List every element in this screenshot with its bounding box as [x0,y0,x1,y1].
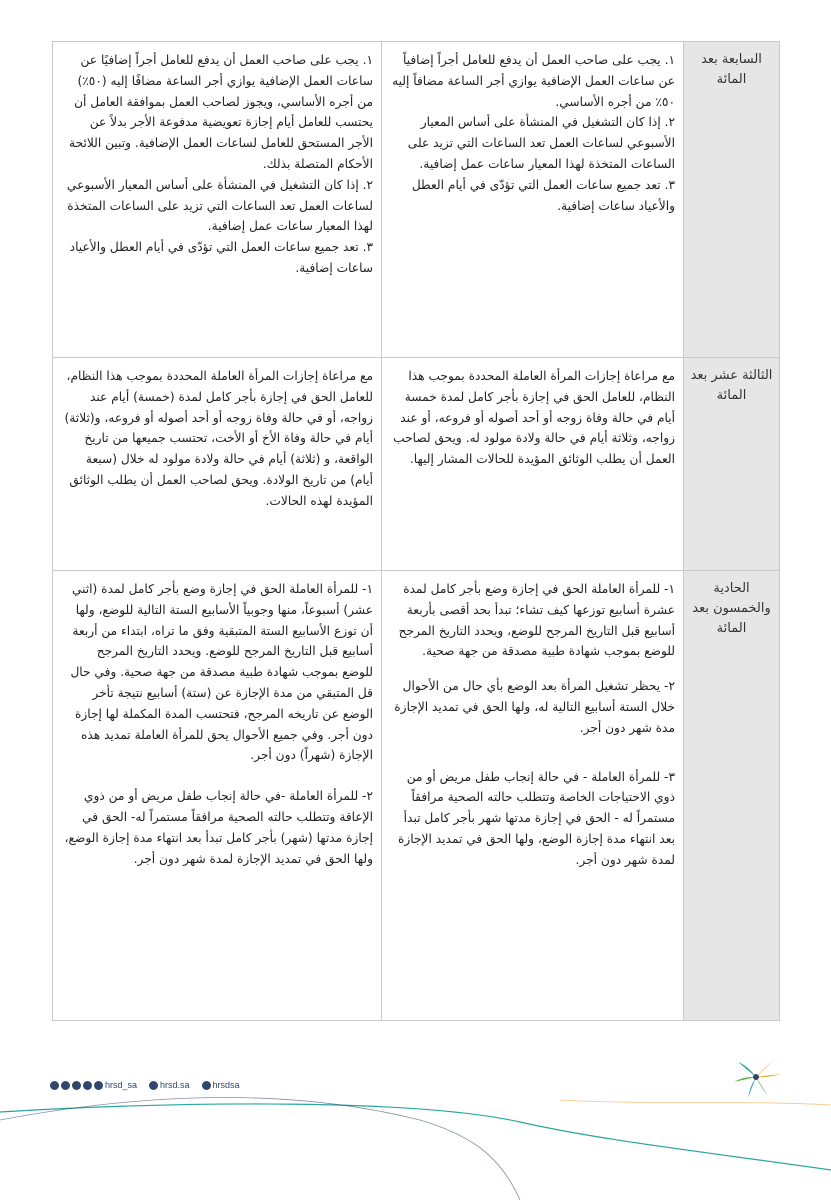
linkedin-icon[interactable] [94,1081,103,1090]
new-text-cell [381,571,683,1020]
table-row [53,42,779,358]
article-label: السابعة بعد المائة [683,42,779,357]
paragraph: ٢. إذا كان التشغيل في المنشأة على أساس المعيار الأسبوعي لساعات العمل تعد الساعات التي تزيد على الساعات المتخذة لهذا المعيار ساعات عمل إضافية. [66,177,373,234]
article-label: الثالثة عشر بعد المائة [683,358,779,570]
paragraph: ١- للمرأة العاملة الحق في إجازة وضع بأجر كامل لمدة (اثني عشر) أسبوعاً، منها وجوبياً الأسابيع الستة التالية للوضع، ولها أن توزع الأسابيع الستة المتبقية وفق ما تراه، ابتداء من أربعة أسابيع قبل التاريخ المرجح للوضع. ويحدد التاريخ المرجح للوضع بموجب شهادة طبية مصدقة من جهة صحية. وفي حال قل المتبقي من مدة الإجازة عن (ستة) أسابيع نتيجة تأخر الوضع عن تاريخه المرجح، فتحتسب المدة المكملة لها إجازة دون أجر. وفي جميع الأحوال يحق للمرأة العاملة تمديد هذه الإجازة (شهراً) دون أجر. [70,582,373,763]
youtube-handle[interactable]: hrsdsa [212,1080,240,1090]
new-text-cell [381,42,683,357]
paragraph: ٣. تعد جميع ساعات العمل التي تؤدّى في أيام العطل والأعياد ساعات إضافية. [69,240,373,275]
table-row [53,358,779,571]
table-row [53,571,779,1020]
paragraph: ٢- يحظر تشغيل المرأة بعد الوضع بأي حال من الأحوال خلال الستة أسابيع التالية له، ولها الحق في تمديد الإجازة مدة شهر دون أجر. [394,679,675,735]
tiktok-icon[interactable] [149,1081,158,1090]
paragraph: ٢. إذا كان التشغيل في المنشأة على أساس المعيار الأسبوعي لساعات العمل تعد الساعات التي تزيد على الساعات المتخذة لهذا المعيار ساعات عمل إضافية. [407,115,675,171]
social-handle[interactable]: hrsd_sa [105,1080,138,1090]
article-label: الحادية والخمسون بعد المائة [683,571,779,1020]
instagram-icon[interactable] [72,1081,81,1090]
old-text-cell [53,358,381,570]
x-icon[interactable] [50,1081,59,1090]
paragraph: ١- للمرأة العاملة الحق في إجازة وضع بأجر كامل لمدة عشرة أسابيع توزعها كيف تشاء؛ تبدأ بحد أقصى بأربعة أسابيع قبل التاريخ المرجح للوضع، ويحدد التاريخ المرجح للوضع بموجب شهادة طبية مصدقة من جهة صحية. [398,582,675,659]
amendments-table [52,41,780,1021]
old-text-cell [53,571,381,1020]
paragraph: مع مراعاة إجازات المرأة العاملة المحددة بموجب هذا النظام، للعامل الحق في إجازة بأجر كامل لمدة خمسة أيام في حالة وفاة زوجه أو أحد أصوله أو فروعه، أو عند زواجه، وثلاثة أيام في حالة ولادة مولود له. ويحق لصاحب العمل أن يطلب الوثائق المؤيدة للحالات المشار إليها. [393,369,675,467]
paragraph: ٣- للمرأة العاملة - في حالة إنجاب طفل مريض أو من ذوي الاحتياجات الخاصة وتتطلب حالته الصحية مرافقاً مستمراً له - الحق في إجازة مدتها شهر بأجر كامل تبدأ بعد انتهاء مدة إجازة الوضع، ولها الحق في تمديد الإجازة لمدة شهر دون أجر. [398,769,675,867]
paragraph: ٢- للمرأة العاملة -في حالة إنجاب طفل مريض أو من ذوي الإعاقة وتتطلب حالته الصحية مرافقاً مستمراً له- الحق في إجازة مدتها (شهر) بأجر كامل تبدأ بعد انتهاء مدة إجازة الوضع، ولها الحق في تمديد الإجازة لمدة شهر دون أجر. [64,789,373,866]
paragraph: ١. يجب على صاحب العمل أن يدفع للعامل أجراً إضافيًا عن ساعات العمل الإضافية يوازي أجر الساعة مضافًا إليه (٥٠٪) من أجره الأساسي، ويجوز لصاحب العمل بموافقة العامل أن يحتسب للعامل أيام إجازة تعويضية مدفوعة الأجر بدلاً عن الأجر المستحق للعامل لساعات العمل الإضافية. وتبين اللائحة الأحكام المتصلة بذلك. [69,53,373,171]
paragraph: ٣. تعد جميع ساعات العمل التي تؤدّى في أيام العطل والأعياد ساعات إضافية. [411,177,675,213]
old-text-cell [53,42,381,357]
new-text-cell [381,358,683,570]
footer-social [50,1078,240,1092]
facebook-icon[interactable] [83,1081,92,1090]
paragraph: ١. يجب على صاحب العمل أن يدفع للعامل أجراً إضافياً عن ساعات العمل الإضافية يوازي أجر الساعة مضافاً إليه ٥٠٪ من أجره الأساسي. [392,53,675,109]
paragraph: مع مراعاة إجازات المرأة العاملة المحددة بموجب هذا النظام، للعامل الحق في إجازة بأجر كامل لمدة (خمسة) أيام عند زواجه، أو في حالة وفاة زوجه أو أحد أصوله أو فروعه، و(ثلاثة) أيام في حالة وفاة الأخ أو الأخت، تحتسب جميعها من تاريخ الواقعة، و (ثلاثة) أيام في حالة ولادة مولود له خلال (سبعة أيام) من تاريخ الولادة. ويحق لصاحب العمل أن يطلب الوثائق المؤيدة لهذه الحالات. [64,369,373,508]
ministry-logo-icon [728,1052,784,1102]
youtube-icon[interactable] [202,1081,211,1090]
snapchat-icon[interactable] [61,1081,70,1090]
website-link[interactable]: hrsd.sa [160,1080,190,1090]
